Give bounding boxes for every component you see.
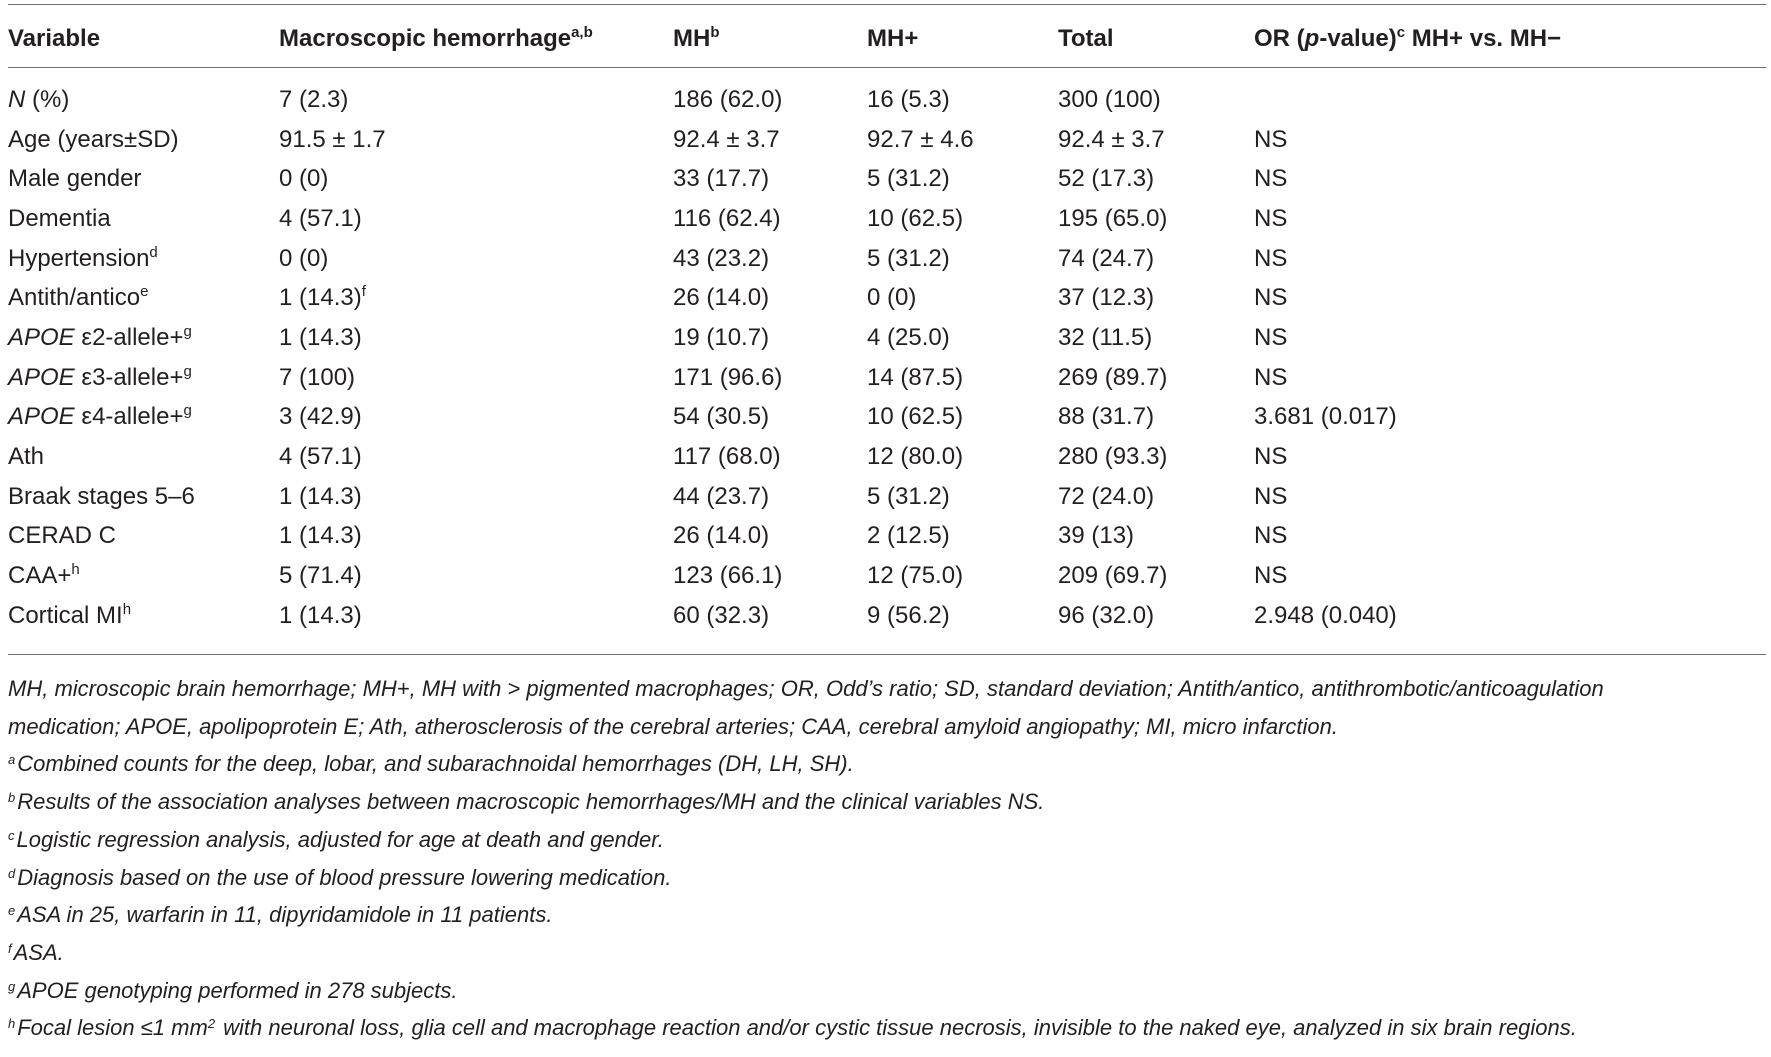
table-body [8,72,1766,636]
footnote-d: $^d$Diagnosis based on the use of blood pressure lowering medication. [8,864,672,890]
cell-total: 52 (17.3) [1058,165,1155,193]
cell-macroscopic-hemorrhage: 91.5 ± 1.7 [279,125,386,153]
footnote-f: $^f$ASA. [8,939,64,965]
cell-mh: 19 (10.7) [673,323,770,351]
table-row [8,437,1766,477]
footnote-marker: h [122,600,132,618]
cell-odds-ratio: NS [1254,284,1288,312]
cell-odds-ratio: NS [1254,244,1288,272]
table-row [8,278,1766,318]
footnote-c: $^c$Logistic regression analysis, adjusted for age at death and gender. [8,826,664,852]
cell-variable: N (%) [8,85,70,113]
cell-macroscopic-hemorrhage: 1 $(14.3)^f$ [279,283,366,312]
cell-variable: Cortical $MI^h$ [8,600,132,629]
table-row [8,120,1766,160]
cell-odds-ratio: NS [1254,482,1288,510]
cell-macroscopic-hemorrhage: 1 (14.3) [279,601,362,629]
cell-mh-plus: 10 (62.5) [867,403,964,431]
cell-total: 74 (24.7) [1058,244,1155,272]
cell-mh-plus: 14 (87.5) [867,363,964,391]
footnote-g: $^g$APOE genotyping performed in 278 subjects. [8,977,458,1003]
table-row [8,72,1766,120]
header-odds-ratio: OR (p-value)$^c$ MH+ vs. MH− [1254,24,1562,52]
cell-odds-ratio: NS [1254,165,1288,193]
cell-odds-ratio: NS [1254,443,1288,471]
table-row [8,358,1766,398]
cell-mh-plus: 5 (31.2) [867,482,950,510]
table-row [8,159,1766,199]
cell-macroscopic-hemorrhage: 4 (57.1) [279,443,362,471]
cell-variable: APOE ε2-allele+$^g$ [8,322,192,351]
cell-total: 96 (32.0) [1058,601,1155,629]
cell-variable: Ath [8,443,45,471]
cell-odds-ratio: NS [1254,125,1288,153]
cell-variable: Male gender [8,165,142,193]
table-row [8,199,1766,239]
cell-variable: Braak stages 5–6 [8,482,195,510]
cell-macroscopic-hemorrhage: 0 (0) [279,165,329,193]
abbreviations-line: MH, microscopic brain hemorrhage; MH+, MH with > pigmented macrophages; OR, Odd’s ratio; SD, standard deviation; Antith/antico, antithrombotic/anticoagulation [8,676,1604,701]
table-row [8,318,1766,358]
cell-mh: 117 (68.0) [673,443,781,471]
cell-odds-ratio: 3.681 (0.017) [1254,403,1397,431]
cell-total: 37 (12.3) [1058,284,1155,312]
header-row [8,6,1766,72]
cell-total: 88 (31.7) [1058,403,1155,431]
table-row [8,517,1766,557]
cell-variable: APOE ε4-allele+$^g$ [8,402,192,431]
footnote-h: $^h$Focal lesion ≤1 $mm^2$ with neuronal loss, glia cell and macrophage reaction and/or cystic tissue necrosis, invisible to the naked eye, analyzed in six brain regions. [8,1015,1577,1041]
cell-mh: 92.4 ± 3.7 [673,125,780,153]
bottom-rule [8,654,1766,655]
cell-macroscopic-hemorrhage: 1 (14.3) [279,323,362,351]
cell-total: 300 (100) [1058,85,1161,113]
footnote-b: $^b$Results of the association analyses between macroscopic hemorrhages/MH and the clinical variables NS. [8,789,1045,815]
cell-macroscopic-hemorrhage: 7 (100) [279,363,356,391]
footnote-marker: h [71,561,80,579]
cell-macroscopic-hemorrhage: 4 (57.1) [279,204,362,232]
footnote-marker: g [183,322,192,340]
header-macroscopic-footnote: a,b [571,24,593,41]
results-table [8,6,1766,636]
top-rule [8,4,1766,5]
footnote-a: $^a$Combined counts for the deep, lobar, and subarachnoidal hemorrhages (DH, LH, SH). [8,751,854,777]
cell-mh-plus: 2 (12.5) [867,522,950,550]
cell-macroscopic-hemorrhage: 1 (14.3) [279,482,362,510]
cell-variable: Hypertension$^d$ [8,243,158,272]
cell-mh-plus: 12 (75.0) [867,562,964,590]
cell-mh: 33 (17.7) [673,165,770,193]
footnote-marker: e [140,283,149,301]
cell-total: 72 (24.0) [1058,482,1155,510]
cell-odds-ratio: NS [1254,562,1288,590]
cell-odds-ratio: NS [1254,522,1288,550]
cell-odds-ratio: NS [1254,204,1288,232]
cell-mh: 44 (23.7) [673,482,770,510]
cell-mh: 43 (23.2) [673,244,770,272]
cell-mh: 54 (30.5) [673,403,770,431]
cell-odds-ratio: 2.948 (0.040) [1254,601,1397,629]
cell-mh-plus: 16 (5.3) [867,85,950,113]
header-mh-plus: MH+ [867,25,919,52]
cell-mh-plus: 9 (56.2) [867,601,950,629]
header-or-footnote: c [1396,24,1406,41]
header-variable: Variable [8,25,101,52]
table-row [8,398,1766,438]
cell-odds-ratio: NS [1254,363,1288,391]
cell-total: 269 (89.7) [1058,363,1168,391]
footnote-marker: f [361,283,366,301]
cell-total: 39 (13) [1058,522,1135,550]
abbreviations-line: medication; APOE, apolipoprotein E; Ath, atherosclerosis of the cerebral arteries; CAA, cerebral amyloid angiopathy; MI, micro infarction. [8,713,1338,739]
cell-mh-plus: 12 (80.0) [867,443,964,471]
cell-variable: CAA+$^h$ [8,561,80,590]
cell-mh: 26 (14.0) [673,522,770,550]
cell-odds-ratio: NS [1254,323,1288,351]
cell-mh-plus: 5 (31.2) [867,244,950,272]
cell-macroscopic-hemorrhage: 0 (0) [279,244,329,272]
cell-mh: 60 (32.3) [673,601,770,629]
header-mh-footnote: b [710,24,720,41]
cell-mh: 186 (62.0) [673,85,783,113]
cell-mh-plus: 92.7 ± 4.6 [867,125,974,153]
cell-macroscopic-hemorrhage: 7 (2.3) [279,85,349,113]
cell-variable: CERAD C [8,522,117,550]
table-row [8,596,1766,636]
cell-odds-ratio [1254,72,1766,120]
footnote-list [8,745,1766,1009]
cell-mh: 171 (96.6) [673,363,783,391]
table-footnotes [8,670,1766,1047]
footnote-e: $^e$ASA in 25, warfarin in 11, dipyridamidole in 11 patients. [8,902,553,928]
cell-total: 32 (11.5) [1058,323,1153,351]
header-mh: $MH^b$ [673,24,720,52]
cell-mh-plus: 0 (0) [867,284,917,312]
cell-variable: Dementia [8,204,111,232]
footnote-marker: d [149,243,158,261]
cell-mh-plus: 10 (62.5) [867,204,964,232]
cell-mh: 26 (14.0) [673,284,770,312]
cell-mh: 116 (62.4) [673,204,781,232]
cell-variable: Age (years±SD) [8,125,179,153]
table-row [8,477,1766,517]
header-macroscopic-hemorrhage: Macroscopic hemorrhage$^{a,b}$ [279,24,593,52]
table-row [8,239,1766,279]
cell-total: 92.4 ± 3.7 [1058,125,1165,153]
cell-total: 195 (65.0) [1058,204,1168,232]
cell-total: 280 (93.3) [1058,443,1168,471]
cell-macroscopic-hemorrhage: 3 (42.9) [279,403,362,431]
cell-total: 209 (69.7) [1058,562,1168,590]
cell-variable: Antith/antico$^e$ [8,283,149,312]
cell-mh-plus: 5 (31.2) [867,165,950,193]
footnote-marker: g [183,362,192,380]
footnote-marker: g [183,402,192,420]
table-row [8,556,1766,596]
cell-mh-plus: 4 (25.0) [867,323,950,351]
cell-macroscopic-hemorrhage: 1 (14.3) [279,522,362,550]
cell-variable: APOE ε3-allele+$^g$ [8,362,192,391]
cell-mh: 123 (66.1) [673,562,783,590]
cell-macroscopic-hemorrhage: 5 (71.4) [279,562,362,590]
header-total: Total [1058,25,1114,52]
